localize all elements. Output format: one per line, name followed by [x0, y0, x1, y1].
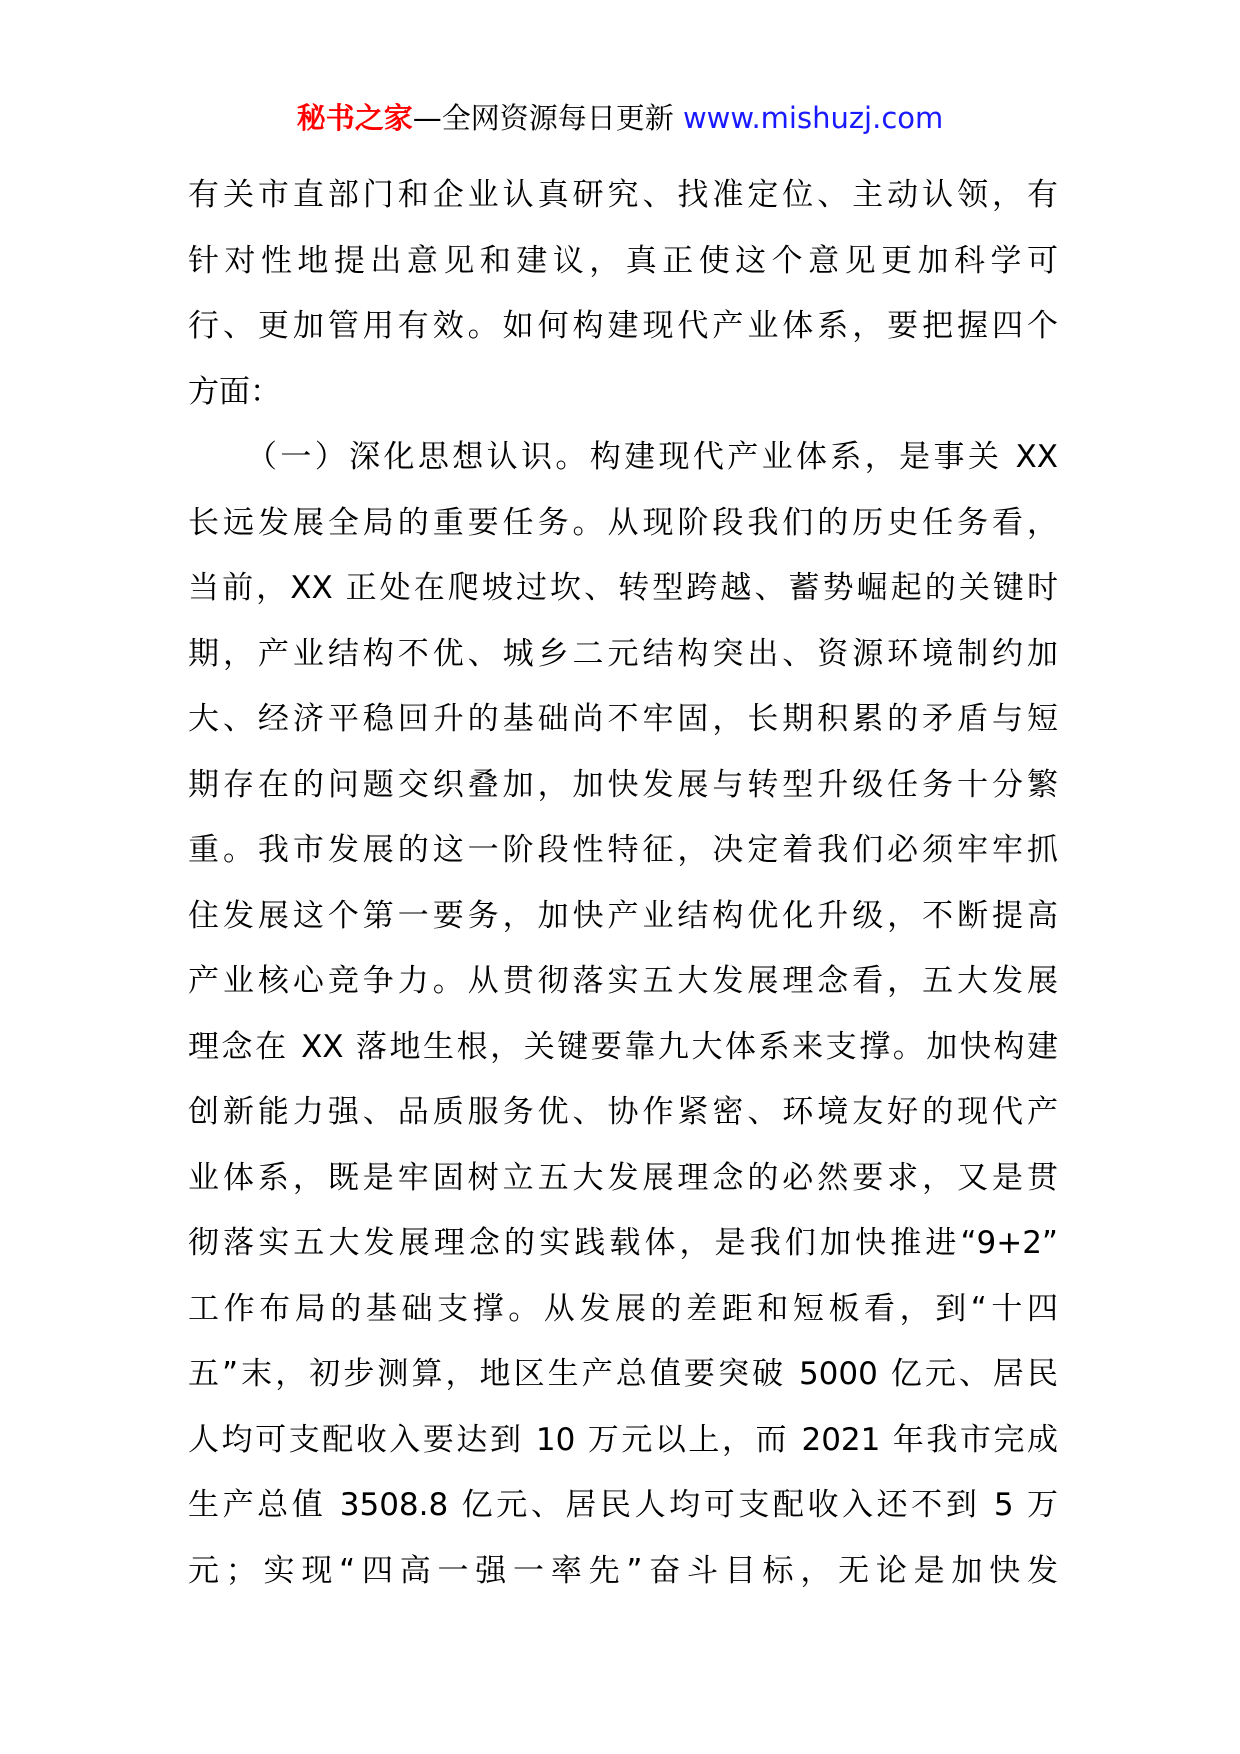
- body-line: 业体系，既是牢固树立五大发展理念的必然要求，又是贯: [188, 1159, 1058, 1196]
- site-url[interactable]: www.mishuzj.com: [682, 101, 944, 135]
- body-line: 当前，XX 正处在爬坡过坎、转型跨越、蓄势崛起的关键时: [188, 570, 1058, 606]
- body-line: 理念在 XX 落地生根，关键要靠九大体系来支撑。加快构建: [188, 1028, 1058, 1065]
- body-line: 期，产业结构不优、城乡二元结构突出、资源环境制约加: [188, 635, 1058, 672]
- body-line: 长远发展全局的重要任务。从现阶段我们的历史任务看，: [188, 504, 1058, 541]
- body-line: 产业核心竞争力。从贯彻落实五大发展理念看，五大发展: [188, 963, 1058, 999]
- section-heading-line: （一）深化思想认识。构建现代产业体系，是事关 XX: [246, 439, 1058, 475]
- body-line: 大、经济平稳回升的基础尚不牢固，长期积累的矛盾与短: [188, 701, 1058, 737]
- body-line: 创新能力强、品质服务优、协作紧密、环境友好的现代产: [188, 1094, 1058, 1130]
- body-line: 住发展这个第一要务，加快产业结构优化升级，不断提高: [188, 897, 1058, 934]
- body-line: 工作布局的基础支撑。从发展的差距和短板看，到“十四: [188, 1290, 1058, 1327]
- brand-name: 秘书之家: [296, 101, 413, 135]
- page-header: [0, 98, 1240, 138]
- body-line: 彻落实五大发展理念的实践载体，是我们加快推进“9+2”: [188, 1225, 1058, 1261]
- header-tagline: —全网资源每日更新: [412, 101, 683, 135]
- body-line: 重。我市发展的这一阶段性特征，决定着我们必须牢牢抓: [188, 832, 1058, 868]
- body-line: 元；实现“四高一强一率先”奋斗目标，无论是加快发: [188, 1552, 1058, 1589]
- body-line: 人均可支配收入要达到 10 万元以上，而 2021 年我市完成: [188, 1421, 1058, 1458]
- body-line: 方面：: [188, 373, 281, 410]
- body-line: 针对性地提出意见和建议，真正使这个意见更加科学可: [188, 242, 1058, 279]
- document-body: [188, 163, 1058, 1604]
- body-line: 五”末，初步测算，地区生产总值要突破 5000 亿元、居民: [188, 1356, 1058, 1392]
- body-line: 生产总值 3508.8 亿元、居民人均可支配收入还不到 5 万: [188, 1487, 1058, 1523]
- body-line: 行、更加管用有效。如何构建现代产业体系，要把握四个: [188, 308, 1058, 344]
- body-line: 有关市直部门和企业认真研究、找准定位、主动认领，有: [188, 177, 1058, 213]
- body-line: 期存在的问题交织叠加，加快发展与转型升级任务十分繁: [188, 766, 1058, 803]
